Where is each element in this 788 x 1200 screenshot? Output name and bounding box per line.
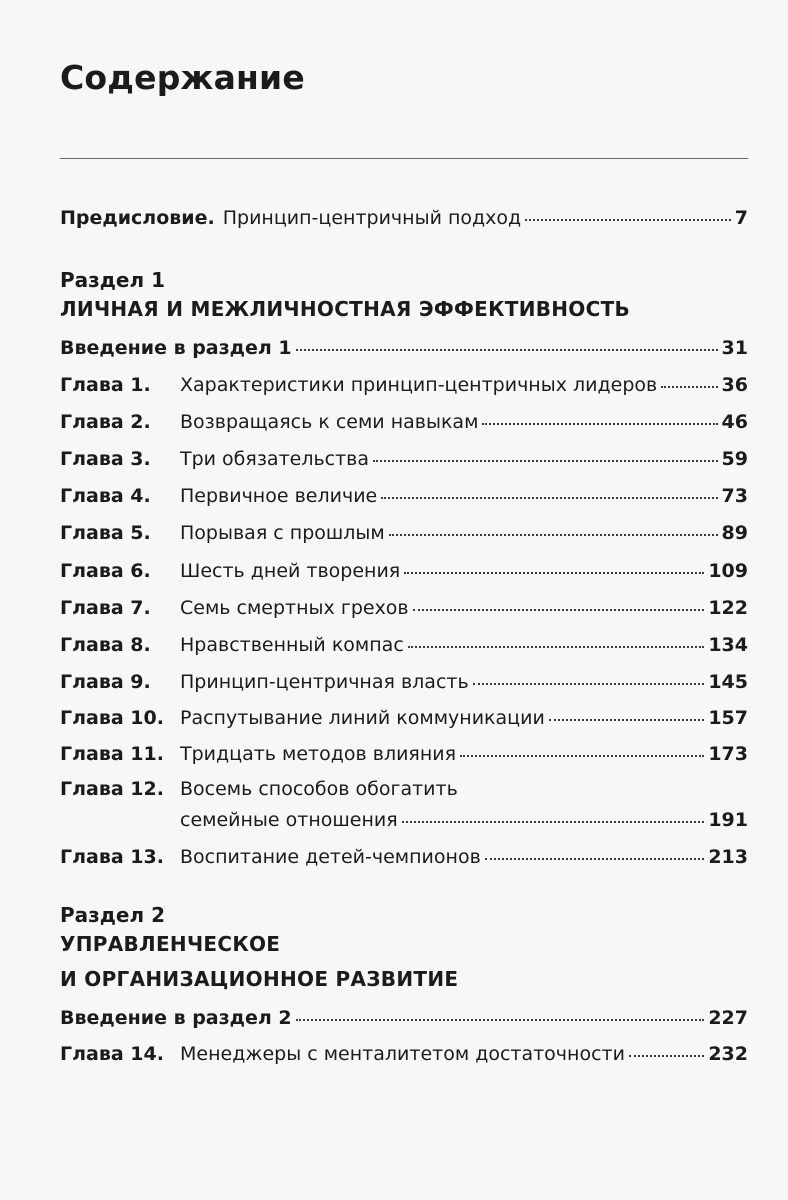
dot-leader (296, 349, 718, 351)
chapter-title: Три обязательства (180, 448, 370, 470)
chapter-label: Глава 2. (60, 411, 151, 433)
preface-title: Принцип-центричный подход (222, 207, 522, 229)
chapter-title: Распутывание линий коммуникации (180, 707, 545, 729)
section-2-number: Раздел 2 (60, 903, 166, 927)
dot-leader (402, 821, 705, 823)
toc-entry-section-2-intro[interactable] (60, 1005, 748, 1031)
chapter-label: Глава 4. (60, 485, 151, 507)
chapter-title: Семь смертных грехов (180, 597, 409, 619)
dot-leader (389, 534, 718, 536)
chapter-label: Глава 13. (60, 846, 164, 868)
toc-entry-chapter-3[interactable] (60, 446, 748, 472)
toc-entry-chapter-10[interactable] (60, 705, 748, 731)
dot-leader (404, 572, 704, 574)
page-number: 232 (708, 1043, 748, 1065)
toc-entry-chapter-13[interactable] (60, 844, 748, 870)
toc-entry-chapter-14[interactable] (60, 1041, 748, 1067)
chapter-title: Принцип-центричная власть (180, 671, 469, 693)
page-number: 191 (708, 809, 748, 831)
toc-entry-chapter-12-line2[interactable] (60, 807, 748, 833)
dot-leader (460, 755, 704, 757)
toc-entry-section-1-intro[interactable] (60, 335, 748, 361)
chapter-title: Тридцать методов влияния (180, 743, 457, 765)
intro-label: Введение в раздел 1 (60, 337, 292, 359)
dot-leader (629, 1055, 704, 1057)
dot-leader (373, 460, 718, 462)
section-2-title-line2: И ОРГАНИЗАЦИОННОЕ РАЗВИТИЕ (60, 967, 459, 991)
intro-label: Введение в раздел 2 (60, 1007, 292, 1029)
chapter-title: Восемь способов обогатить (180, 778, 458, 800)
toc-entry-chapter-8[interactable] (60, 632, 748, 658)
section-1-number: Раздел 1 (60, 268, 166, 292)
page-number: 157 (708, 707, 748, 729)
dot-leader (661, 386, 717, 388)
chapter-label: Глава 5. (60, 522, 151, 544)
dot-leader (473, 683, 705, 685)
chapter-title: Первичное величие (180, 485, 378, 507)
chapter-label: Глава 8. (60, 634, 151, 656)
dot-leader (296, 1019, 705, 1021)
chapter-label: Глава 1. (60, 374, 151, 396)
toc-entry-chapter-11[interactable] (60, 741, 748, 767)
toc-entry-chapter-12-line1[interactable] (60, 776, 748, 802)
page-number: 213 (708, 846, 748, 868)
page-number: 173 (708, 743, 748, 765)
chapter-label: Глава 7. (60, 597, 151, 619)
dot-leader (408, 646, 705, 648)
preface-label: Предисловие. (60, 207, 215, 229)
page-title: Содержание (60, 58, 305, 97)
section-1-title: ЛИЧНАЯ И МЕЖЛИЧНОСТНАЯ ЭФФЕКТИВНОСТЬ (60, 297, 631, 321)
page-number: 36 (721, 374, 748, 396)
chapter-title: Порывая с прошлым (180, 522, 385, 544)
page-number: 122 (708, 597, 748, 619)
page-number: 89 (721, 522, 748, 544)
toc-entry-chapter-1[interactable] (60, 372, 748, 398)
chapter-title: Возвращаясь к семи навыкам (180, 411, 479, 433)
page-number: 31 (721, 337, 748, 359)
toc-entry-chapter-9[interactable] (60, 669, 748, 695)
page-number: 227 (708, 1007, 748, 1029)
section-2-title-line1: УПРАВЛЕНЧЕСКОЕ (60, 932, 281, 956)
chapter-title: Менеджеры с менталитетом достаточности (180, 1043, 625, 1065)
page-number: 109 (708, 560, 748, 582)
chapter-label: Глава 9. (60, 671, 151, 693)
chapter-label: Глава 12. (60, 778, 164, 800)
chapter-label: Глава 11. (60, 743, 164, 765)
page-number: 73 (721, 485, 748, 507)
chapter-label: Глава 10. (60, 707, 164, 729)
chapter-label: Глава 3. (60, 448, 151, 470)
page-number: 59 (721, 448, 748, 470)
toc-entry-chapter-5[interactable] (60, 520, 748, 546)
toc-entry-preface[interactable] (60, 205, 748, 231)
chapter-title: Характеристики принцип-центричных лидеров (180, 374, 658, 396)
chapter-label: Глава 6. (60, 560, 151, 582)
page-number: 7 (734, 207, 748, 229)
chapter-title: Шесть дней творения (180, 560, 401, 582)
page-number: 145 (708, 671, 748, 693)
toc-entry-chapter-4[interactable] (60, 483, 748, 509)
chapter-label: Глава 14. (60, 1043, 164, 1065)
toc-entry-chapter-2[interactable] (60, 409, 748, 435)
chapter-title-continuation: семейные отношения (180, 809, 398, 831)
chapter-title: Нравственный компас (180, 634, 404, 656)
dot-leader (525, 219, 731, 221)
dot-leader (485, 858, 705, 860)
title-divider (60, 158, 748, 159)
page-number: 46 (721, 411, 748, 433)
dot-leader (482, 423, 717, 425)
dot-leader (381, 497, 717, 499)
chapter-title: Воспитание детей-чемпионов (180, 846, 481, 868)
toc-entry-chapter-7[interactable] (60, 595, 748, 621)
toc-entry-chapter-6[interactable] (60, 558, 748, 584)
dot-leader (549, 719, 705, 721)
dot-leader (413, 609, 705, 611)
page-number: 134 (708, 634, 748, 656)
